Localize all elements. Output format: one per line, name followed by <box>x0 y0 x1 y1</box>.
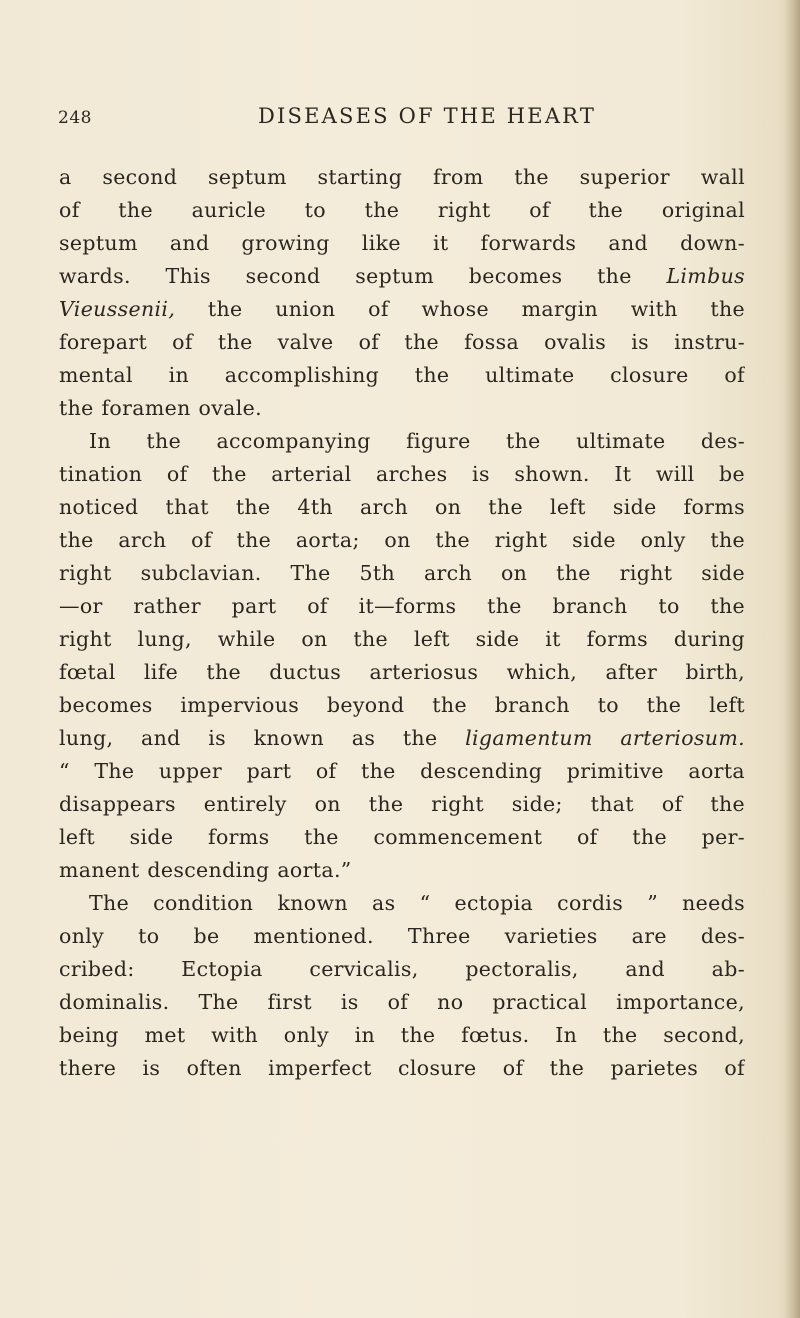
text-line: disappears entirely on the right side; that of the <box>59 792 745 816</box>
text-line <box>59 293 745 326</box>
text-line: manent descending aorta.” <box>59 858 352 882</box>
text-line: In the accompanying figure the ultimate des- <box>89 429 745 453</box>
body-text <box>59 161 745 1085</box>
text-run: the union of whose margin with the <box>175 297 745 321</box>
italic-term: Limbus <box>666 264 745 288</box>
text-line: forepart of the valve of the fossa ovalis is instru- <box>59 330 745 354</box>
text-line: “ The upper part of the descending primitive aorta <box>59 759 745 783</box>
text-line: left side forms the commencement of the per- <box>59 825 745 849</box>
text-line: right subclavian. The 5th arch on the right side <box>59 561 745 585</box>
text-line: being met with only in the fœtus. In the second, <box>59 1023 745 1047</box>
text-line: only to be mentioned. Three varieties are des- <box>59 924 745 948</box>
text-line: the foramen ovale. <box>59 396 262 420</box>
text-line: right lung, while on the left side it forms during <box>59 627 745 651</box>
text-line <box>59 722 745 755</box>
text-line: of the auricle to the right of the original <box>59 198 745 222</box>
text-line: fœtal life the ductus arteriosus which, after birth, <box>59 660 745 684</box>
text-line: The condition known as “ ectopia cordis ” needs <box>89 891 745 915</box>
text-line: —or rather part of it—forms the branch to the <box>59 594 745 618</box>
text-line <box>59 260 745 293</box>
text-run: wards. This second septum becomes the <box>59 264 667 288</box>
text-line: tination of the arterial arches is shown. It will be <box>59 462 745 486</box>
text-line: noticed that the 4th arch on the left side forms <box>59 495 745 519</box>
page-edge-shadow <box>784 0 800 1318</box>
italic-term: ligamentum arteriosum. <box>465 726 745 750</box>
running-head: DISEASES OF THE HEART <box>258 104 597 128</box>
text-line: the arch of the aorta; on the right side only the <box>59 528 745 552</box>
italic-term: Vieussenii, <box>59 297 176 321</box>
text-line: a second septum starting from the superior wall <box>59 165 745 189</box>
text-line: cribed: Ectopia cervicalis, pectoralis, and ab- <box>59 957 745 981</box>
page-header <box>58 104 744 134</box>
text-line: there is often imperfect closure of the parietes of <box>59 1056 745 1080</box>
text-line: dominalis. The first is of no practical importance, <box>59 990 745 1014</box>
text-line: septum and growing like it forwards and down- <box>59 231 745 255</box>
text-line: becomes impervious beyond the branch to the left <box>59 693 745 717</box>
text-line: mental in accomplishing the ultimate closure of <box>59 363 745 387</box>
page-number: 248 <box>58 108 92 128</box>
text-run: lung, and is known as the <box>59 726 466 750</box>
